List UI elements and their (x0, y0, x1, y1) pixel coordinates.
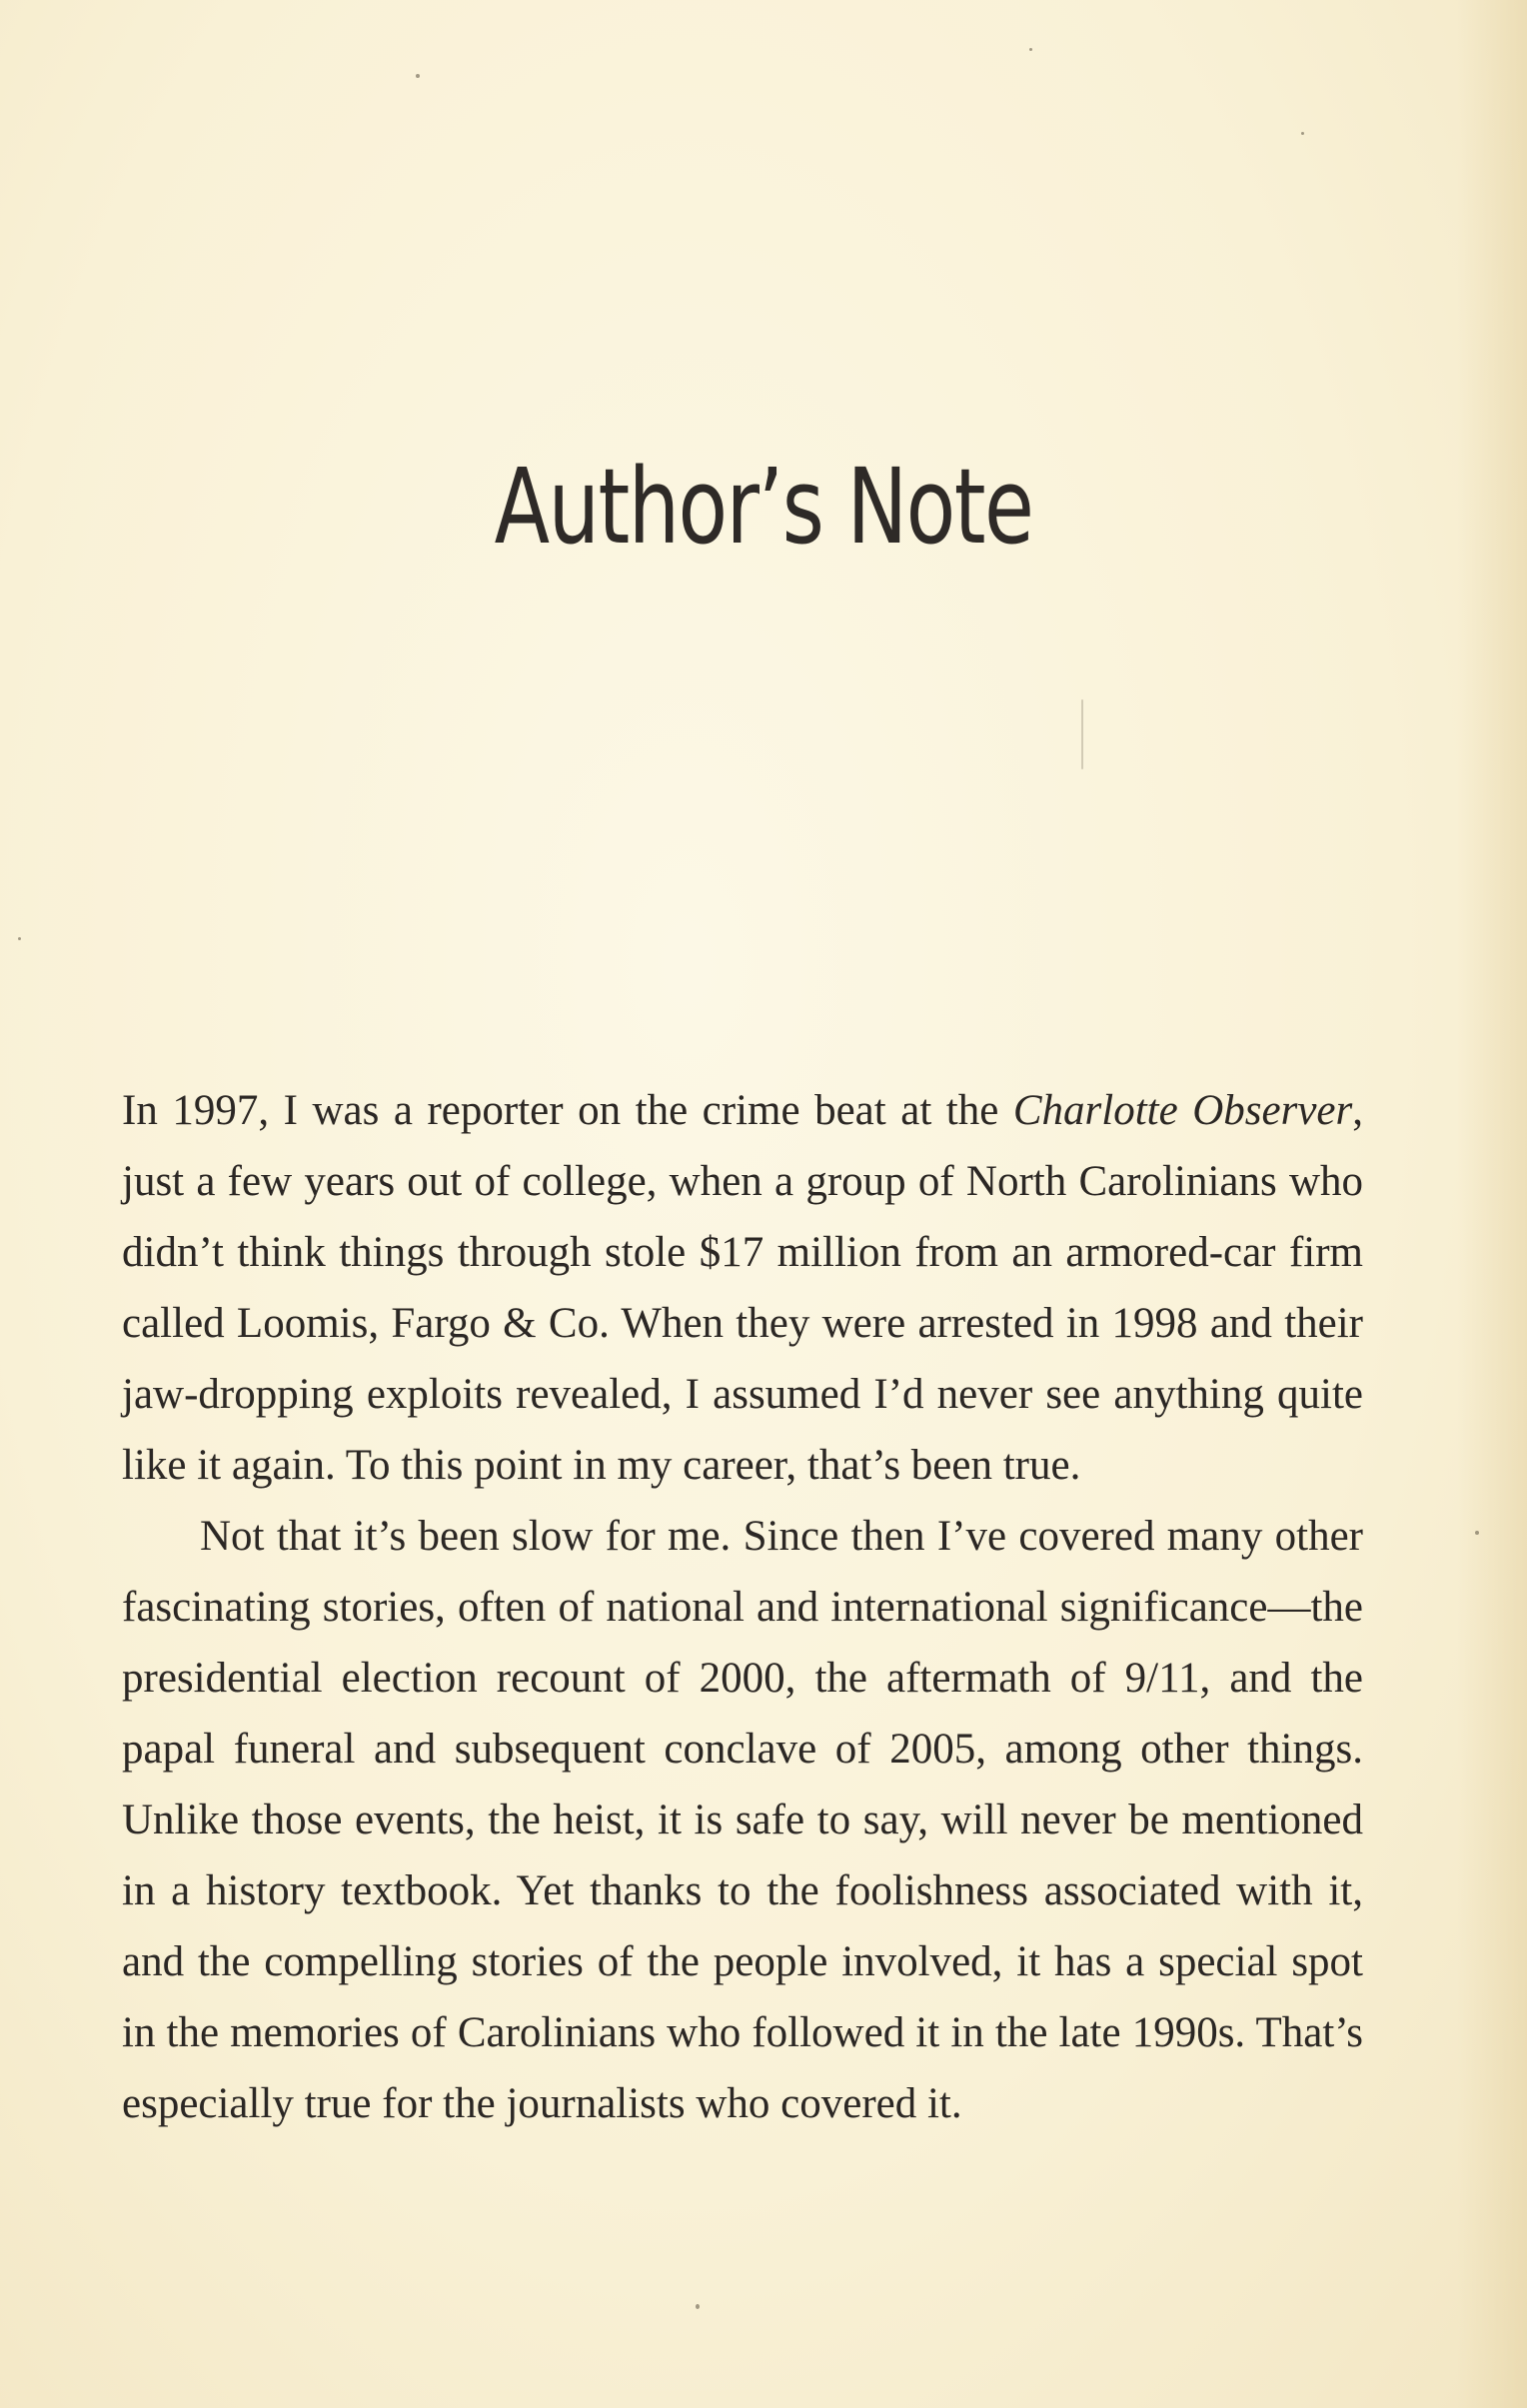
paper-speck (1029, 48, 1032, 51)
paragraph-1-text-a: In 1997, I was a reporter on the crime beat at the (122, 1087, 1013, 1134)
newspaper-title: Charlotte Observer (1012, 1087, 1353, 1134)
paper-speck (1301, 132, 1304, 135)
body-text (122, 1075, 1363, 2139)
paragraph-2-text: Not that it’s been slow for me. Since then I’ve covered many other fascinating stories, often of national and international significance—the presidential election recount of 2000, the aftermath of 9/11, and the papal funeral and subsequent conclave of 2005, among other things. Unlike those events, the heist, it is safe to say, will never be mentioned in a history textbook. Yet thanks to the foolishness associated with it, and the compelling stories of the people involved, it has a special spot in the memories of Carolinians who followed it in the late 1990s. That’s especially true for the journalists who covered it. (122, 1513, 1363, 2127)
paragraph-1-text-b: , just a few years out of college, when a group of North Carolinians who didn’t think things through stole $17 million from an armored-car firm called Loomis, Fargo & Co. When they were arrested in 1998 and their jaw-dropping exploits revealed, I assumed I’d never see anything quite like it again. To this point in my career, that’s been true. (122, 1087, 1363, 1489)
paper-speck (18, 937, 21, 940)
paper-speck (1081, 699, 1083, 769)
chapter-heading: Author’s Note (494, 446, 1033, 568)
paragraph-1 (122, 1075, 1363, 1501)
paper-speck (1475, 1531, 1479, 1535)
paper-speck (416, 74, 420, 78)
page-edge-shadow (1457, 0, 1527, 2408)
paragraph-2 (122, 1501, 1363, 2139)
paper-speck (696, 2304, 700, 2309)
